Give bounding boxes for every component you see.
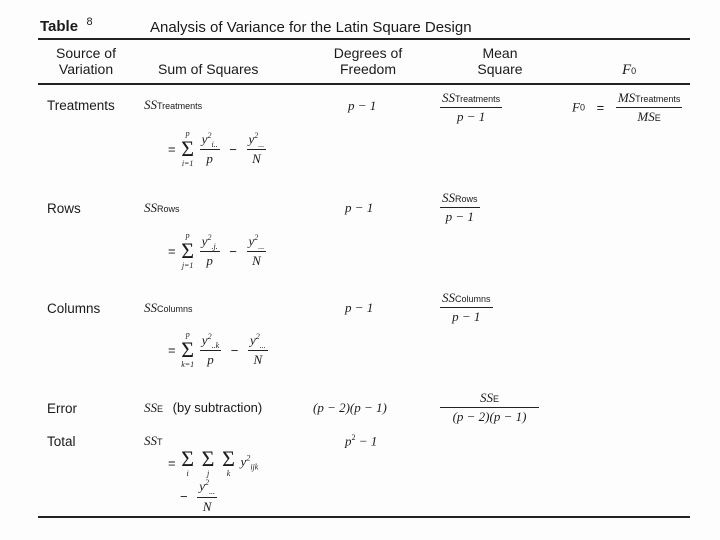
df-value: p − 1 <box>348 98 377 113</box>
frac2-den: N <box>252 253 261 269</box>
sigma-symbol: Σ <box>181 446 195 471</box>
frac2-den: N <box>252 151 261 167</box>
row-rows-formula <box>168 232 266 270</box>
f-den-symbol: MS <box>637 109 655 124</box>
sigma-symbol: Σ <box>181 136 195 161</box>
header-ms-line1: Mean <box>482 45 518 61</box>
sigma-symbol: Σ <box>201 446 215 471</box>
row-error-ss <box>144 400 262 416</box>
df-base: p <box>345 433 352 449</box>
table-caption: Analysis of Variance for the Latin Square Design <box>150 19 472 36</box>
header-ms <box>460 45 540 77</box>
ms-num-symbol: SS <box>442 290 455 305</box>
row-treatments-source: Treatments <box>47 98 115 113</box>
row-columns-df <box>345 300 373 316</box>
frac2-num-sub: ... <box>258 241 265 251</box>
ss-subscript: Treatments <box>157 101 203 111</box>
ss-symbol: SS <box>144 433 157 448</box>
frac-num-sub: ..k <box>211 340 220 350</box>
header-f <box>622 61 636 79</box>
f-den-subscript: E <box>654 113 661 123</box>
ms-num-subscript: E <box>493 394 500 404</box>
frac-num-var: y <box>201 130 208 146</box>
table-word: Table <box>40 18 79 35</box>
frac2-den: N <box>202 498 212 514</box>
df-value: p − 1 <box>345 200 374 215</box>
ms-denominator: p − 1 <box>445 209 474 224</box>
df-rest: − 1 <box>355 433 378 449</box>
sigma-symbol: Σ <box>222 446 235 471</box>
sigma-lower-j: j <box>206 469 210 478</box>
header-source-line2: Variation <box>58 61 114 77</box>
f-num-symbol: MS <box>617 90 636 105</box>
sigma-symbol: Σ <box>181 337 195 362</box>
frac2-num-sup: 2 <box>255 331 260 341</box>
ss-note: (by subtraction) <box>172 400 263 415</box>
header-source <box>40 45 132 77</box>
row-total-formula <box>168 448 258 478</box>
f-lhs-sub: 0 <box>579 102 585 113</box>
row-error-ms <box>440 390 539 425</box>
row-treatments-df <box>348 98 376 114</box>
formula-minus: − <box>230 342 239 358</box>
header-rule <box>38 83 690 85</box>
frac-num-sub: .j. <box>211 241 218 251</box>
formula-equals: = <box>168 141 176 157</box>
frac2-num-sup: 2 <box>254 130 259 140</box>
frac2-den: N <box>253 352 263 368</box>
header-f-letter: F <box>622 62 632 78</box>
formula-minus: − <box>180 488 188 504</box>
frac2-num-sub: ... <box>209 486 215 496</box>
frac-num-sup: 2 <box>207 331 212 341</box>
row-error-df <box>313 400 387 416</box>
frac-num-sup: 2 <box>207 232 212 242</box>
row-total-ss <box>144 433 163 449</box>
ss-symbol: SS <box>144 97 157 112</box>
formula-equals: = <box>168 342 176 358</box>
row-columns-ms <box>440 290 493 325</box>
f-num-subscript: Treatments <box>635 94 681 104</box>
sigma-lower: j=1 <box>181 261 194 270</box>
header-df <box>320 45 416 77</box>
ms-num-symbol: SS <box>442 90 455 105</box>
f-lhs: F <box>572 99 580 115</box>
row-treatments-formula <box>168 130 266 168</box>
sigma-symbol: Σ <box>181 238 195 263</box>
ms-denominator: p − 1 <box>452 309 481 324</box>
header-ss: Sum of Squares <box>158 61 259 77</box>
table-number: 8 <box>86 16 93 28</box>
sigma-upper: p <box>185 231 190 240</box>
formula-equals: = <box>168 455 176 471</box>
table-label <box>40 18 93 36</box>
formula-minus: − <box>229 141 237 157</box>
row-rows-source: Rows <box>47 201 81 216</box>
row-columns-source: Columns <box>47 301 101 316</box>
sigma-lower-i: i <box>186 469 189 478</box>
sigma-upper: p <box>185 129 190 138</box>
ss-subscript: Rows <box>157 204 180 214</box>
term-sup: 2 <box>246 454 251 464</box>
ss-symbol: SS <box>144 200 157 215</box>
sigma-lower: i=1 <box>181 159 194 168</box>
ms-num-symbol: SS <box>442 190 455 205</box>
row-columns-ss <box>144 300 193 316</box>
frac2-num-sup: 2 <box>254 232 259 242</box>
formula-minus: − <box>229 243 237 259</box>
header-f-sub: 0 <box>631 66 637 76</box>
row-error-source: Error <box>47 401 77 416</box>
df-sup: 2 <box>351 433 356 442</box>
ms-num-symbol: SS <box>480 390 493 405</box>
frac-num-var: y <box>201 331 208 347</box>
formula-equals: = <box>168 243 176 259</box>
frac-den: p <box>206 253 213 269</box>
frac2-num-sup: 2 <box>205 478 209 487</box>
frac-num-sup: 2 <box>207 130 212 140</box>
ms-denominator: (p − 2)(p − 1) <box>452 409 527 424</box>
row-treatments-ms <box>440 90 502 125</box>
f-equals: = <box>596 100 605 115</box>
ss-symbol: SS <box>144 400 157 415</box>
ss-symbol: SS <box>144 300 157 315</box>
frac-den: p <box>207 352 214 368</box>
row-total-df <box>345 433 377 449</box>
ms-denominator: p − 1 <box>456 109 486 124</box>
term-var: y <box>240 454 247 470</box>
row-rows-ss <box>144 200 180 216</box>
frac-den: p <box>206 151 213 167</box>
row-total-formula-2 <box>180 478 217 515</box>
top-rule <box>38 38 690 40</box>
frac2-num-sub: ... <box>258 139 265 149</box>
sigma-lower: k=1 <box>181 360 195 369</box>
header-df-line2: Freedom <box>339 61 397 77</box>
frac2-num-var: y <box>249 331 256 347</box>
row-rows-df <box>345 200 373 216</box>
df-value: p − 1 <box>345 300 374 315</box>
ss-subscript: T <box>157 437 163 447</box>
row-treatments-f <box>572 90 682 125</box>
bottom-rule <box>38 516 690 518</box>
ms-num-subscript: Rows <box>455 194 478 204</box>
frac-num-sub: i.. <box>211 139 218 149</box>
sigma-upper: p <box>185 330 190 339</box>
frac2-num-sub: ... <box>259 340 266 350</box>
term-sub: ijk <box>250 462 259 472</box>
ss-subscript: E <box>157 404 164 414</box>
sigma-lower-k: k <box>226 469 231 478</box>
ss-subscript: Columns <box>157 304 193 314</box>
ms-num-subscript: Treatments <box>455 94 501 104</box>
df-value: (p − 2)(p − 1) <box>313 400 387 415</box>
header-source-line1: Source of <box>56 45 116 61</box>
header-df-line1: Degrees of <box>333 45 403 61</box>
frac2-num-var: y <box>199 478 205 494</box>
frac2-num-var: y <box>248 232 255 248</box>
row-rows-ms <box>440 190 480 225</box>
row-treatments-ss <box>144 97 202 113</box>
frac-num-var: y <box>201 232 208 248</box>
ms-num-subscript: Columns <box>455 294 491 304</box>
row-total-source: Total <box>47 434 76 449</box>
frac2-num-var: y <box>248 130 255 146</box>
row-columns-formula <box>168 331 268 369</box>
header-ms-line2: Square <box>477 61 523 77</box>
